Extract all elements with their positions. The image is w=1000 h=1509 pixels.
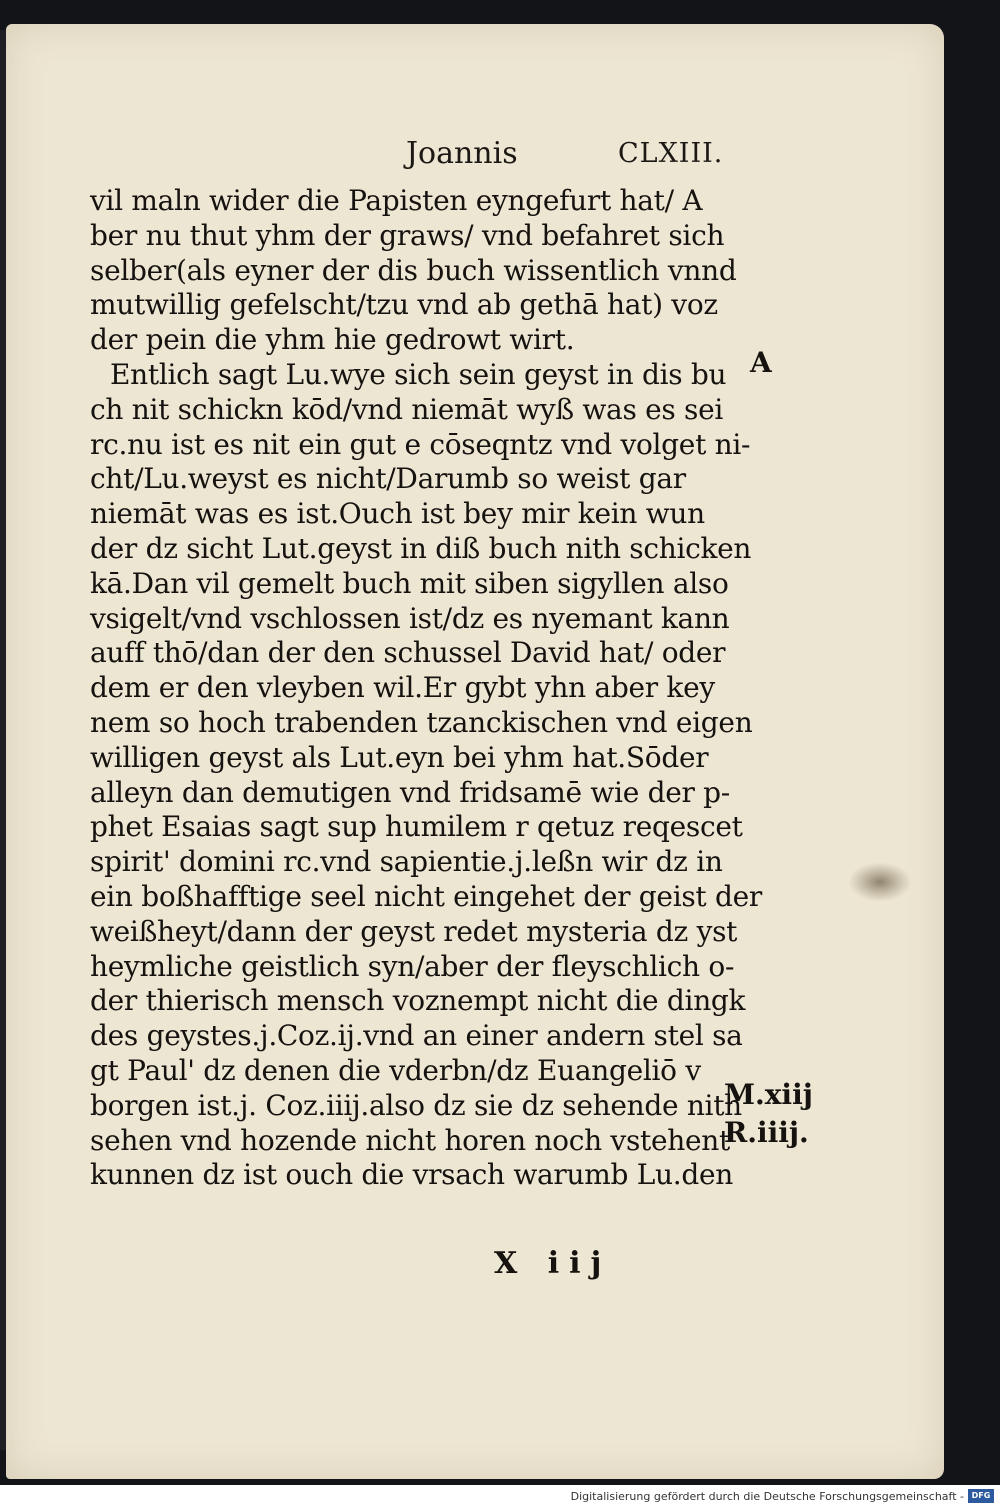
text-block xyxy=(90,184,762,1193)
text-line: der dz sicht Lut.geyst in diß buch nith schicken xyxy=(90,531,752,565)
text-line: ber nu thut yhm der graws/ vnd befahret sich xyxy=(90,218,725,252)
text-line: kā.Dan vil gemelt buch mit siben sigyllen also xyxy=(90,566,729,600)
text-line: auff thō/dan der den schussel David hat/ oder xyxy=(90,636,726,670)
text-line: vil maln wider die Papisten eyngefurt hat/ A xyxy=(90,184,703,217)
funding-credit: Digitalisierung gefördert durch die Deutsche Forschungsgemeinschaft - xyxy=(570,1490,964,1503)
margin-note: A xyxy=(750,346,772,379)
text-line: weißheyt/dann der geyst redet mysteria dz yst xyxy=(90,914,738,948)
text-line: nem so hoch trabenden tzanckischen vnd eigen xyxy=(90,705,753,739)
text-line: spirit' domini rc.vnd sapientie.j.leßn wir dz in xyxy=(90,845,723,879)
signature-mark: X iij xyxy=(494,1246,612,1281)
text-line: gt Paul' dz denen die vderbn/dz Euangeliō v xyxy=(90,1053,701,1087)
text-line: ch nit schickn kōd/vnd niemāt wyß was es sei xyxy=(90,392,724,426)
text-line: rc.nu ist es nit ein gut e cōseqntz vnd volget ni- xyxy=(90,427,751,461)
book-page xyxy=(6,24,944,1479)
text-line: sehen vnd hozende nicht horen noch vstehent xyxy=(90,1123,730,1157)
text-line: des geystes.j.Coz.ij.vnd an einer andern stel sa xyxy=(90,1019,743,1053)
text-line: cht/Lu.weyst es nicht/Darumb so weist gar xyxy=(90,462,686,496)
folio-number: CLXIII. xyxy=(618,138,724,169)
running-head xyxy=(6,136,944,176)
text-line: niemāt was es ist.Ouch ist bey mir kein wun xyxy=(90,497,705,531)
footer-bar xyxy=(0,1485,1000,1509)
text-line: vsigelt/vnd vschlossen ist/dz es nyemant kann xyxy=(90,601,730,635)
text-line: kunnen dz ist ouch die vrsach warumb Lu.den xyxy=(90,1158,733,1192)
text-line: Entlich sagt Lu.wye sich sein geyst in dis bu xyxy=(110,357,727,391)
text-line: borgen ist.j. Coz.iiij.also dz sie dz sehende nith xyxy=(90,1088,742,1122)
text-line: heymliche geistlich syn/aber der fleyschlich o- xyxy=(90,949,735,983)
margin-note: M.xiij xyxy=(724,1078,813,1111)
text-line: phet Esaias sagt sup humilem r qetuz reqescet xyxy=(90,810,743,844)
text-line: selber(als eyner der dis buch wissentlich vnnd xyxy=(90,253,737,287)
text-line: alleyn dan demutigen vnd fridsamē wie der p- xyxy=(90,775,730,809)
text-line: der pein die yhm hie gedrowt wirt. xyxy=(90,323,575,357)
margin-note: R.iiij. xyxy=(724,1116,809,1149)
paper-stain xyxy=(848,862,912,902)
dfg-logo: DFG xyxy=(968,1489,994,1503)
text-line: mutwillig gefelscht/tzu vnd ab gethā hat) voz xyxy=(90,288,718,322)
text-line: der thierisch mensch voznempt nicht die dingk xyxy=(90,984,746,1018)
running-head-title: Joannis xyxy=(406,136,518,171)
text-line: dem er den vleyben wil.Er gybt yhn aber key xyxy=(90,671,715,705)
text-line: ein boßhafftige seel nicht eingehet der geist der xyxy=(90,879,762,913)
text-line: willigen geyst als Lut.eyn bei yhm hat.Sōder xyxy=(90,740,709,774)
